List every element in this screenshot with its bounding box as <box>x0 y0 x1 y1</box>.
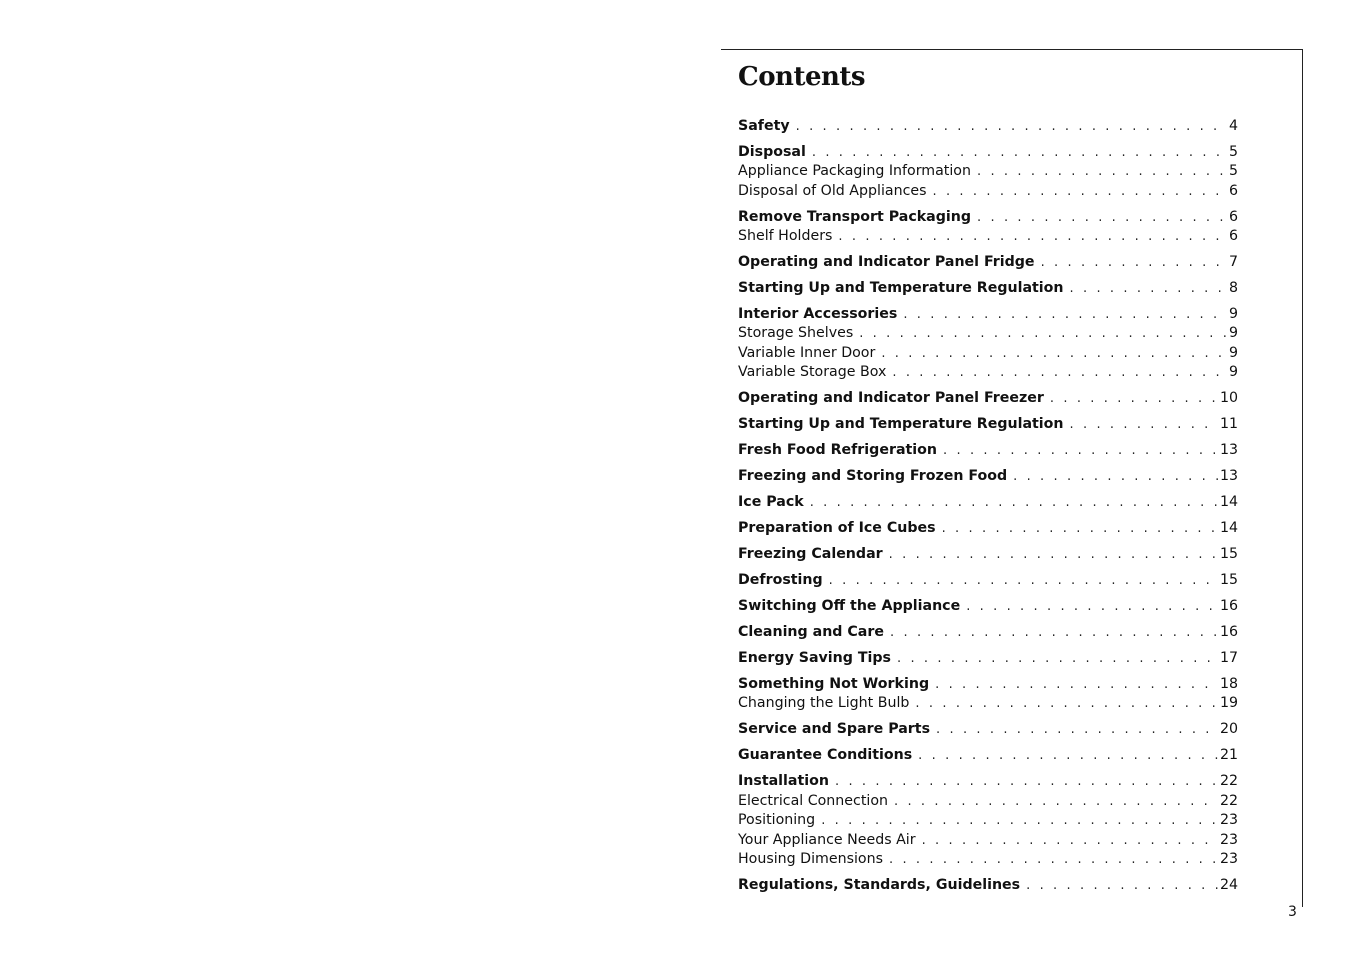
dot-leader <box>918 746 1218 765</box>
page-number: 3 <box>1288 904 1297 920</box>
dot-leader <box>942 519 1218 538</box>
dot-leader <box>894 792 1218 811</box>
toc-entry-label: Fresh Food Refrigeration <box>738 442 938 459</box>
dot-leader <box>890 623 1218 642</box>
toc-entry-page: 9 <box>1228 344 1238 361</box>
toc-entry-label: Storage Shelves <box>738 325 854 342</box>
toc-entry[interactable] <box>738 117 1238 136</box>
toc-entry-label: Appliance Packaging Information <box>738 163 971 180</box>
toc-entry-page: 10 <box>1219 390 1238 407</box>
toc-entry-page: 14 <box>1219 520 1238 537</box>
toc-entry[interactable] <box>738 182 1238 201</box>
toc-entry[interactable] <box>738 850 1238 869</box>
toc-entry[interactable] <box>738 792 1238 811</box>
toc-entry-label: Freezing Calendar <box>738 546 883 563</box>
frame-right-rule <box>1302 49 1303 907</box>
dot-leader <box>835 772 1218 791</box>
toc-entry[interactable] <box>738 324 1238 343</box>
toc-entry[interactable] <box>738 811 1238 830</box>
toc-entry[interactable] <box>738 720 1238 739</box>
dot-leader <box>915 694 1218 713</box>
toc-entry[interactable] <box>738 415 1238 434</box>
toc-entry-page: 18 <box>1219 676 1238 693</box>
dot-leader <box>977 162 1227 181</box>
toc-entry-page: 24 <box>1219 876 1238 893</box>
toc-entry-label: Disposal <box>738 143 806 160</box>
dot-leader <box>838 227 1227 246</box>
toc-entry-page: 6 <box>1228 208 1238 225</box>
toc-entry-page: 4 <box>1228 118 1238 134</box>
toc-entry-label: Starting Up and Temperature Regulation <box>738 416 1064 433</box>
toc-entry[interactable] <box>738 623 1238 642</box>
dot-leader <box>1041 253 1227 272</box>
toc-entry[interactable] <box>738 253 1238 272</box>
toc-entry-label: Ice Pack <box>738 494 804 511</box>
toc-entry-page: 23 <box>1219 831 1238 848</box>
toc-entry[interactable] <box>738 519 1238 538</box>
toc-entry[interactable] <box>738 344 1238 363</box>
toc-entry-page: 8 <box>1228 280 1238 297</box>
toc-entry-page: 23 <box>1219 812 1238 829</box>
toc-entry-page: 6 <box>1228 228 1238 245</box>
toc-entry-label: Your Appliance Needs Air <box>738 831 916 848</box>
toc-entry-page: 23 <box>1219 850 1238 867</box>
toc-entry[interactable] <box>738 772 1238 791</box>
dot-leader <box>966 597 1218 616</box>
toc-entry-label: Housing Dimensions <box>738 850 883 867</box>
toc-entry-label: Operating and Indicator Panel Fridge <box>738 254 1035 271</box>
dot-leader <box>796 117 1227 136</box>
toc-entry[interactable] <box>738 493 1238 512</box>
toc-entry-label: Defrosting <box>738 572 823 589</box>
toc-entry-label: Variable Inner Door <box>738 344 876 361</box>
dot-leader <box>935 675 1218 694</box>
toc-entry-label: Freezing and Storing Frozen Food <box>738 468 1008 485</box>
toc-entry-label: Disposal of Old Appliances <box>738 182 927 199</box>
toc-entry-page: 7 <box>1228 254 1238 271</box>
toc-entry-page: 16 <box>1219 624 1238 641</box>
toc-entry-page: 19 <box>1219 695 1238 712</box>
toc-entry[interactable] <box>738 389 1238 408</box>
toc-entry[interactable] <box>738 675 1238 694</box>
toc-entry[interactable] <box>738 363 1238 382</box>
toc-entry-label: Safety <box>738 118 790 134</box>
toc-entry-page: 13 <box>1219 442 1238 459</box>
dot-leader <box>1070 415 1218 434</box>
toc-entry-page: 13 <box>1219 468 1238 485</box>
toc-entry-label: Shelf Holders <box>738 228 833 245</box>
toc-entry-label: Regulations, Standards, Guidelines <box>738 876 1021 893</box>
toc-entry-label: Cleaning and Care <box>738 624 885 641</box>
dot-leader <box>922 831 1218 850</box>
toc-entry[interactable] <box>738 305 1238 324</box>
toc-entry-page: 6 <box>1228 182 1238 199</box>
page-title: Contents <box>738 62 866 92</box>
toc-entry-label: Preparation of Ice Cubes <box>738 520 936 537</box>
toc-entry[interactable] <box>738 279 1238 298</box>
toc-entry-page: 22 <box>1219 773 1238 790</box>
toc-entry-label: Interior Accessories <box>738 306 898 323</box>
toc-entry-label: Remove Transport Packaging <box>738 208 972 225</box>
table-of-contents <box>738 117 1238 895</box>
dot-leader <box>859 324 1227 343</box>
dot-leader <box>1050 389 1218 408</box>
toc-entry[interactable] <box>738 162 1238 181</box>
dot-leader <box>821 811 1218 830</box>
toc-entry-label: Something Not Working <box>738 676 930 693</box>
toc-entry-label: Installation <box>738 773 829 790</box>
toc-entry-label: Switching Off the Appliance <box>738 598 961 615</box>
toc-entry-label: Changing the Light Bulb <box>738 695 910 712</box>
dot-leader <box>1070 279 1227 298</box>
toc-entry-page: 9 <box>1228 306 1238 323</box>
dot-leader <box>889 850 1218 869</box>
dot-leader <box>889 545 1218 564</box>
toc-entry-label: Guarantee Conditions <box>738 747 913 764</box>
toc-entry-label: Variable Storage Box <box>738 364 887 381</box>
frame-top-rule <box>721 49 1303 50</box>
toc-entry[interactable] <box>738 227 1238 246</box>
dot-leader <box>897 649 1218 668</box>
toc-entry-page: 9 <box>1228 364 1238 381</box>
dot-leader <box>943 441 1218 460</box>
toc-entry-page: 17 <box>1219 650 1238 667</box>
dot-leader <box>810 493 1218 512</box>
dot-leader <box>903 305 1227 324</box>
toc-entry-page: 16 <box>1219 598 1238 615</box>
toc-entry-page: 11 <box>1219 416 1238 433</box>
toc-entry-page: 21 <box>1219 747 1238 764</box>
toc-entry-label: Electrical Connection <box>738 792 888 809</box>
toc-entry-page: 22 <box>1219 792 1238 809</box>
toc-entry-page: 5 <box>1228 163 1238 180</box>
toc-entry-page: 20 <box>1219 721 1238 738</box>
toc-entry[interactable] <box>738 545 1238 564</box>
dot-leader <box>936 720 1218 739</box>
toc-entry-label: Positioning <box>738 812 816 829</box>
toc-entry-page: 15 <box>1219 572 1238 589</box>
toc-entry[interactable] <box>738 467 1238 486</box>
toc-entry[interactable] <box>738 649 1238 668</box>
toc-entry[interactable] <box>738 694 1238 713</box>
toc-entry-page: 5 <box>1228 143 1238 160</box>
dot-leader <box>829 571 1218 590</box>
dot-leader <box>977 208 1227 227</box>
toc-entry-label: Service and Spare Parts <box>738 721 931 738</box>
dot-leader <box>881 344 1227 363</box>
dot-leader <box>933 182 1227 201</box>
toc-entry[interactable] <box>738 876 1238 895</box>
toc-entry[interactable] <box>738 597 1238 616</box>
toc-entry-label: Energy Saving Tips <box>738 650 891 667</box>
toc-entry[interactable] <box>738 746 1238 765</box>
dot-leader <box>1026 876 1218 895</box>
toc-entry[interactable] <box>738 208 1238 227</box>
toc-entry-page: 9 <box>1228 325 1238 342</box>
toc-entry-label: Operating and Indicator Panel Freezer <box>738 390 1044 407</box>
toc-entry[interactable] <box>738 143 1238 162</box>
toc-entry[interactable] <box>738 571 1238 590</box>
dot-leader <box>1013 467 1218 486</box>
dot-leader <box>812 143 1227 162</box>
toc-entry[interactable] <box>738 831 1238 850</box>
toc-entry-label: Starting Up and Temperature Regulation <box>738 280 1064 297</box>
toc-entry-page: 14 <box>1219 494 1238 511</box>
toc-entry[interactable] <box>738 441 1238 460</box>
dot-leader <box>892 363 1227 382</box>
toc-entry-page: 15 <box>1219 546 1238 563</box>
